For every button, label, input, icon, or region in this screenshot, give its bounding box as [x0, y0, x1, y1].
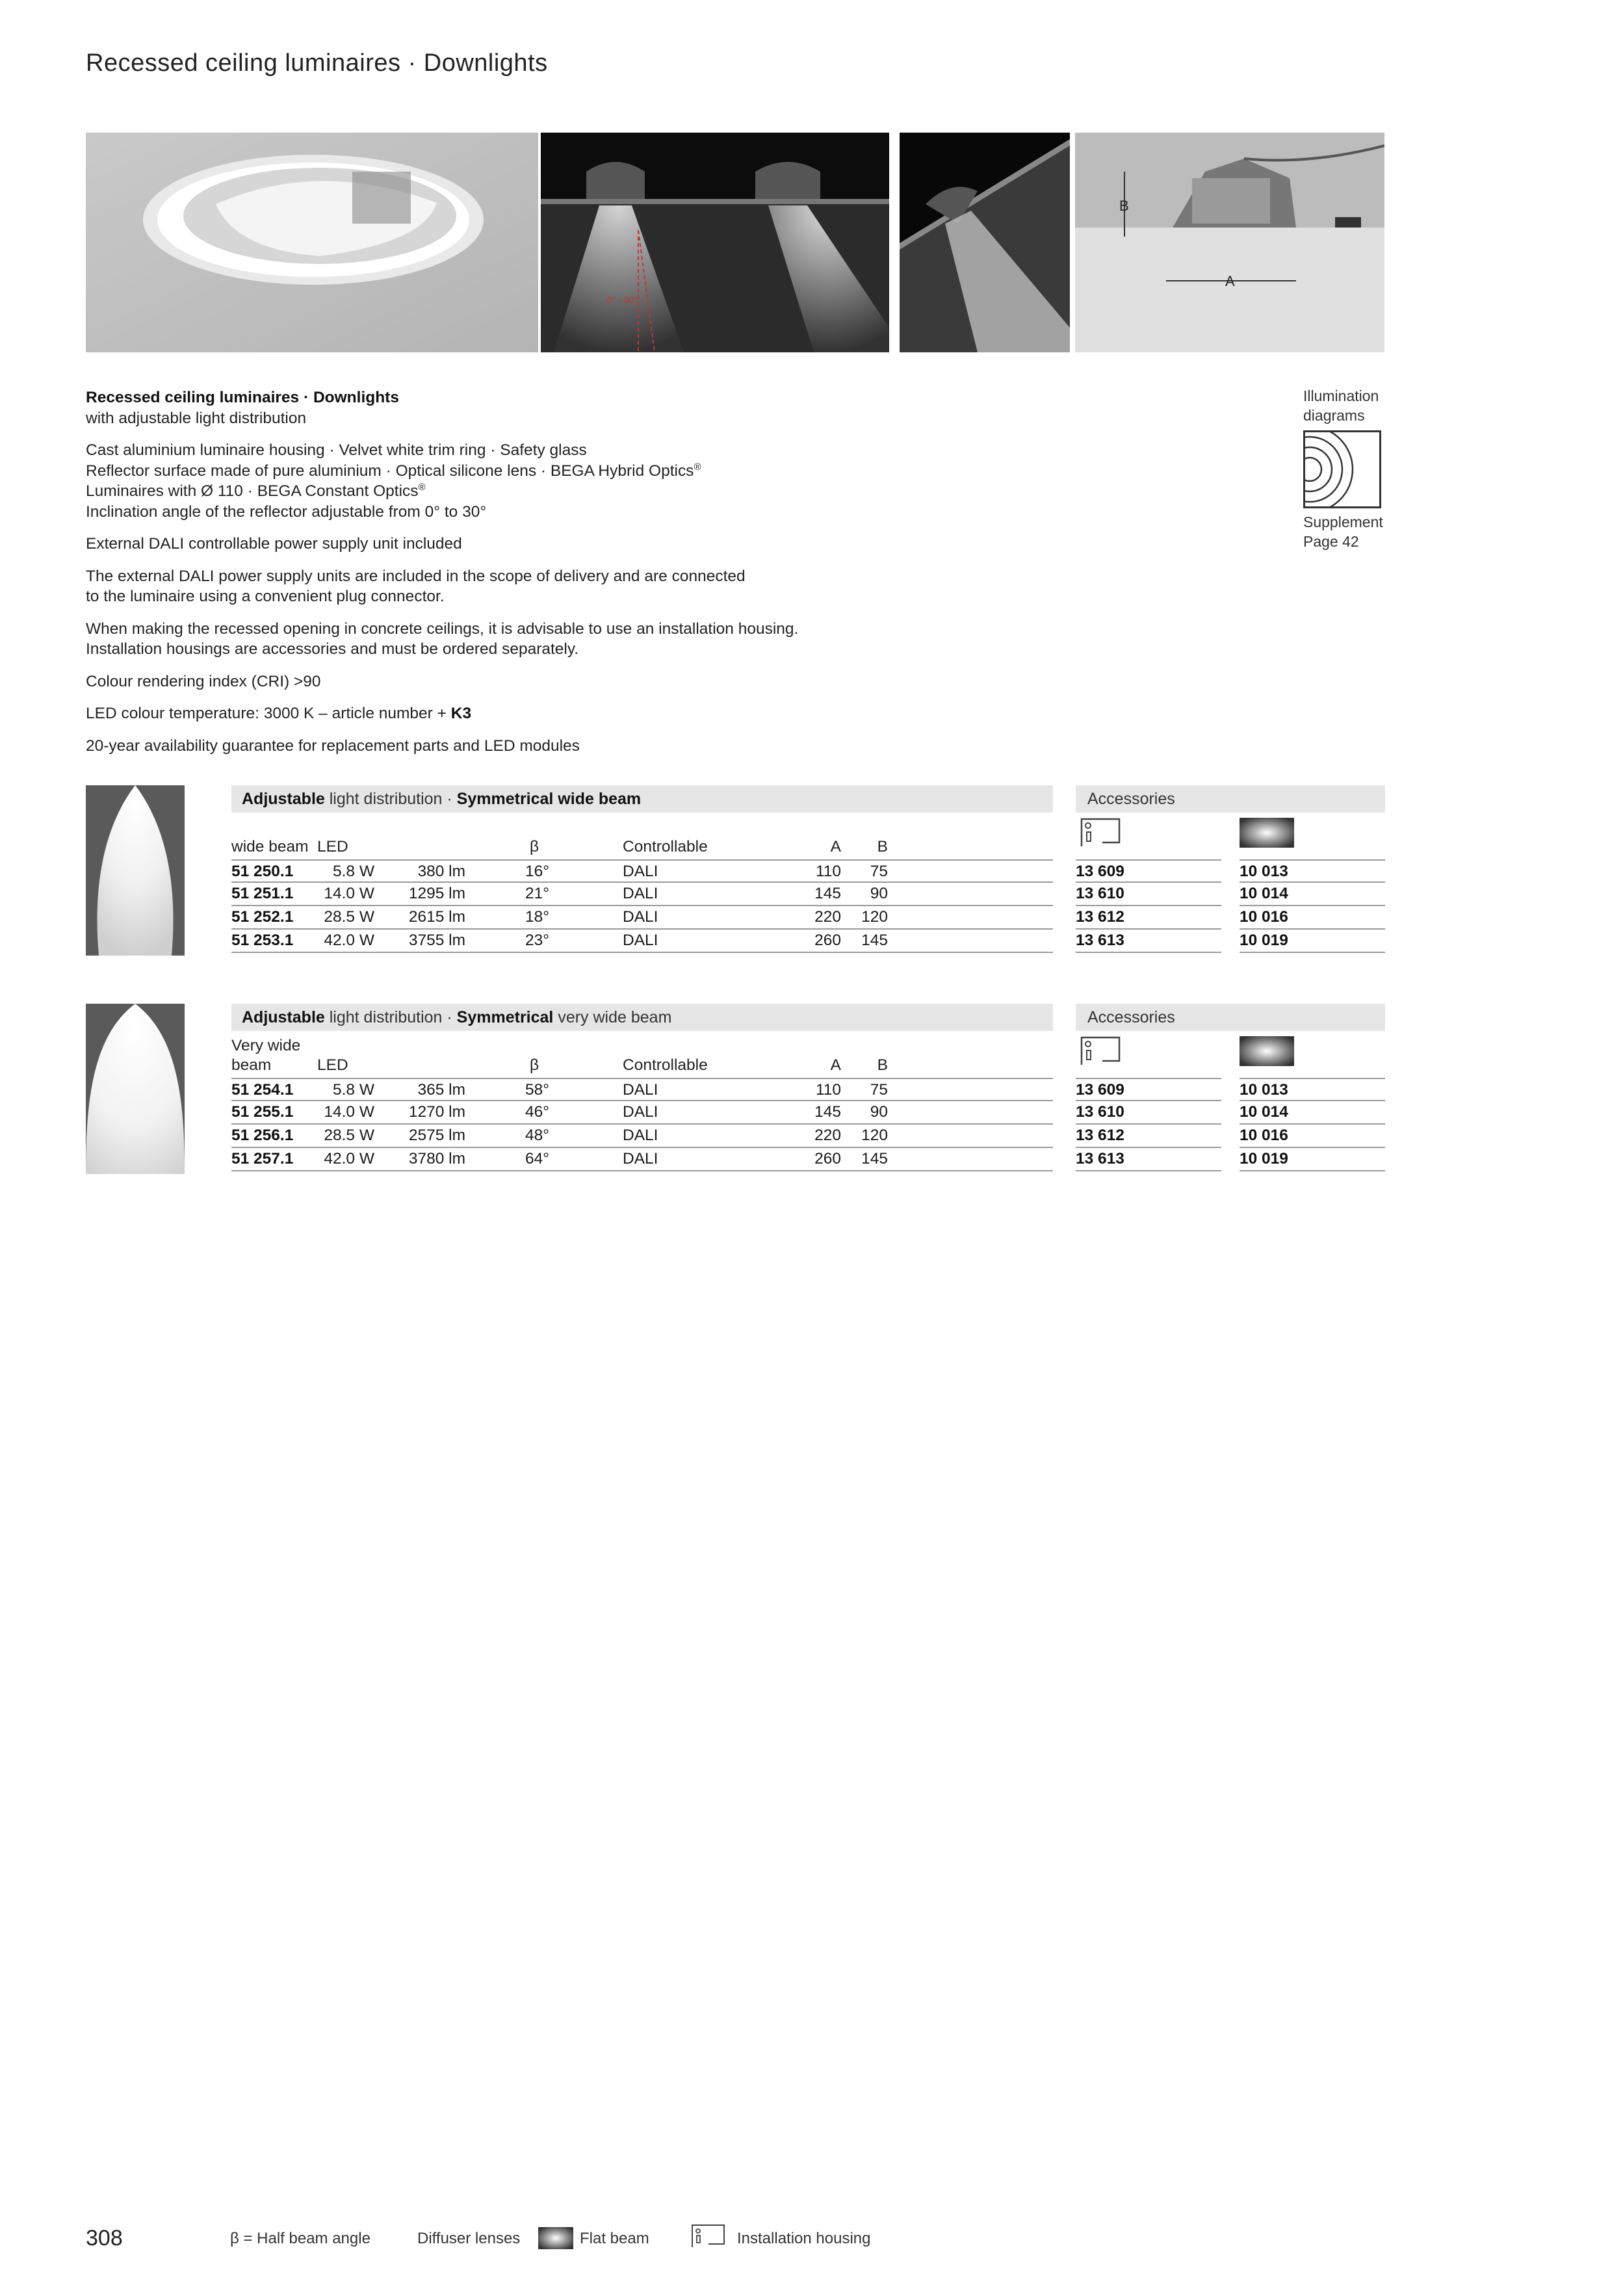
- product-photo-trim: [86, 133, 538, 352]
- control-type: DALI: [623, 863, 658, 880]
- accessory-housing-article: 13 613: [1076, 1148, 1221, 1171]
- luminous-flux: 2615 lm: [408, 908, 465, 926]
- installation-housing-icon: [1079, 1035, 1124, 1067]
- table-header-wide-beam: [231, 785, 1053, 813]
- power: 5.8 W: [333, 1081, 374, 1099]
- col-header-controllable: Controllable: [623, 1056, 708, 1074]
- col-header-led: LED: [317, 838, 348, 855]
- installation-housing-icon: [1079, 816, 1124, 849]
- colour-temp-code: K3: [450, 705, 472, 722]
- beam-angle: 46°: [525, 1103, 550, 1121]
- page-number: 308: [86, 2226, 123, 2250]
- page-title: Recessed ceiling luminaires · Downlights: [86, 49, 548, 77]
- col-header-a: A: [830, 1056, 841, 1074]
- control-type: DALI: [623, 932, 658, 949]
- table-title-bold: Adjustable: [242, 790, 325, 808]
- illumination-label: Illumination: [1303, 387, 1379, 404]
- colour-temp-note: LED colour temperature: 3000 K – article number +: [86, 705, 451, 722]
- table-title-bold: Symmetrical wide beam: [456, 790, 642, 808]
- table-header-very-wide-beam: [231, 1004, 1053, 1031]
- flat-beam-legend-icon: [538, 2227, 573, 2249]
- article-number: 51 251.1: [231, 885, 294, 902]
- power: 42.0 W: [324, 932, 374, 949]
- luminous-flux: 2575 lm: [408, 1127, 465, 1144]
- product-photo-beams: [541, 133, 889, 352]
- accessory-lens-article: 10 013: [1240, 859, 1385, 883]
- power: 42.0 W: [324, 1150, 374, 1168]
- table-row: [231, 1125, 1053, 1148]
- dimension-b-label: B: [1119, 198, 1129, 214]
- dimension-b: 90: [870, 1103, 888, 1121]
- angle-label: 0° - 30°: [607, 294, 638, 305]
- legend-installation-housing: Installation housing: [737, 2230, 871, 2247]
- legend-beta: β = Half beam angle: [230, 2230, 370, 2247]
- cri-note: Colour rendering index (CRI) >90: [86, 672, 321, 690]
- table-row: [231, 1078, 1053, 1101]
- flat-beam-lens-icon: [1240, 818, 1294, 848]
- article-number: 51 252.1: [231, 908, 294, 926]
- table-row: [231, 883, 1053, 906]
- dimension-a: 145: [814, 885, 841, 902]
- table-row: [231, 1148, 1053, 1171]
- wide-beam-image: [86, 785, 185, 956]
- accessory-lens-article: 10 019: [1240, 930, 1385, 953]
- accessory-housing-article: 13 612: [1076, 1125, 1221, 1148]
- luminous-flux: 1295 lm: [408, 885, 465, 902]
- dimension-drawing: [1075, 133, 1384, 352]
- dimension-b: 75: [870, 1081, 888, 1099]
- very-wide-beam-image: [86, 1004, 185, 1174]
- luminous-flux: 380 lm: [417, 863, 465, 880]
- accessory-lens-article: 10 016: [1240, 906, 1385, 930]
- table-title-text: light distribution ·: [324, 1008, 457, 1026]
- accessory-housing-article: 13 609: [1076, 1078, 1221, 1101]
- col-header-type: beam: [231, 1056, 272, 1074]
- table-title-text: very wide beam: [553, 1008, 672, 1026]
- delivery-note: to the luminaire using a convenient plug connector.: [86, 588, 445, 605]
- dimension-a: 110: [815, 863, 841, 880]
- control-type: DALI: [623, 1081, 658, 1099]
- legend-flat-beam: Flat beam: [580, 2230, 649, 2247]
- registered-mark: ®: [694, 461, 701, 473]
- luminous-flux: 3780 lm: [408, 1150, 465, 1168]
- dimension-b: 145: [861, 932, 888, 949]
- dimension-b: 90: [870, 885, 888, 902]
- beam-angle: 48°: [525, 1127, 550, 1144]
- illumination-diagrams-label: [1303, 386, 1379, 425]
- control-type: DALI: [623, 1103, 658, 1121]
- dimension-a: 260: [814, 932, 841, 949]
- power: 28.5 W: [324, 908, 374, 926]
- guarantee-note: 20-year availability guarantee for replacement parts and LED modules: [86, 737, 580, 755]
- dali-note: External DALI controllable power supply unit included: [86, 535, 462, 553]
- dimension-b: 120: [861, 1127, 888, 1144]
- luminous-flux: 365 lm: [417, 1081, 465, 1099]
- beam-angle: 16°: [525, 863, 550, 880]
- accessories-header: Accessories: [1076, 785, 1385, 813]
- article-number: 51 256.1: [231, 1127, 294, 1144]
- control-type: DALI: [623, 1127, 658, 1144]
- accessory-housing-article: 13 612: [1076, 906, 1221, 930]
- installation-note: When making the recessed opening in concrete ceilings, it is advisable to use an installation housing.: [86, 620, 799, 638]
- legend-diffuser: Diffuser lenses: [417, 2230, 521, 2247]
- article-number: 51 257.1: [231, 1150, 294, 1168]
- accessory-lens-article: 10 019: [1240, 1148, 1385, 1171]
- feature-optics: Luminaires with Ø 110 · BEGA Constant Optics: [86, 482, 419, 500]
- dimension-a-label: A: [1225, 273, 1235, 289]
- accessory-housing-article: 13 613: [1076, 930, 1221, 953]
- feature-housing: Cast aluminium luminaire housing · Velvet white trim ring · Safety glass: [86, 441, 587, 459]
- beam-angle: 18°: [525, 908, 550, 926]
- dimension-a: 260: [814, 1150, 841, 1168]
- accessory-housing-article: 13 609: [1076, 859, 1221, 883]
- supplement-label: Supplement: [1303, 514, 1383, 530]
- table-row: [231, 906, 1053, 930]
- dimension-a: 220: [814, 908, 841, 926]
- supplement-page: Page 42: [1303, 533, 1359, 550]
- registered-mark: ®: [418, 482, 426, 493]
- beam-angle: 23°: [525, 932, 550, 949]
- col-header-led: LED: [317, 1056, 348, 1074]
- power: 28.5 W: [324, 1127, 374, 1144]
- power: 14.0 W: [324, 885, 374, 902]
- installation-housing-legend-icon: [690, 2223, 727, 2249]
- col-header-beta: β: [530, 1056, 539, 1074]
- control-type: DALI: [623, 885, 658, 902]
- dimension-b: 120: [861, 908, 888, 926]
- article-number: 51 254.1: [231, 1081, 294, 1099]
- article-number: 51 250.1: [231, 863, 294, 880]
- accessory-housing-article: 13 610: [1076, 883, 1221, 906]
- power: 5.8 W: [333, 863, 374, 880]
- col-header-type-line1: Very wide: [231, 1037, 301, 1054]
- description-subheading: with adjustable light distribution: [86, 409, 307, 427]
- illumination-diagram-icon[interactable]: [1303, 430, 1381, 508]
- accessory-lens-article: 10 014: [1240, 1101, 1385, 1125]
- article-number: 51 255.1: [231, 1103, 294, 1121]
- beam-angle: 58°: [525, 1081, 550, 1099]
- table-title-text: light distribution ·: [324, 790, 457, 808]
- dimension-a: 145: [814, 1103, 841, 1121]
- beam-angle: 21°: [525, 885, 550, 902]
- col-header-b: B: [877, 838, 888, 855]
- luminous-flux: 1270 lm: [408, 1103, 465, 1121]
- col-header-beta: β: [530, 838, 539, 855]
- control-type: DALI: [623, 1150, 658, 1168]
- accessory-lens-article: 10 014: [1240, 883, 1385, 906]
- dimension-a: 220: [814, 1127, 841, 1144]
- product-photo-tilted: [900, 133, 1070, 352]
- power: 14.0 W: [324, 1103, 374, 1121]
- accessory-housing-article: 13 610: [1076, 1101, 1221, 1125]
- article-number: 51 253.1: [231, 932, 294, 949]
- illumination-label: diagrams: [1303, 407, 1365, 424]
- table-title-bold: Symmetrical: [456, 1008, 554, 1026]
- feature-reflector: Reflector surface made of pure aluminium · Optical silicone lens · BEGA Hybrid Optics: [86, 462, 694, 480]
- control-type: DALI: [623, 908, 658, 926]
- luminous-flux: 3755 lm: [408, 932, 465, 949]
- accessory-lens-article: 10 013: [1240, 1078, 1385, 1101]
- col-header-controllable: Controllable: [623, 838, 708, 855]
- beam-angle: 64°: [525, 1150, 550, 1168]
- accessory-lens-article: 10 016: [1240, 1125, 1385, 1148]
- product-description: [86, 387, 1061, 768]
- dimension-b: 145: [861, 1150, 888, 1168]
- dimension-b: 75: [870, 863, 888, 880]
- accessories-header: Accessories: [1076, 1004, 1385, 1031]
- col-header-b: B: [877, 1056, 888, 1074]
- dimension-a: 110: [815, 1081, 841, 1099]
- col-header-type: wide beam: [231, 838, 309, 855]
- description-heading: Recessed ceiling luminaires · Downlights: [86, 389, 399, 406]
- feature-inclination: Inclination angle of the reflector adjustable from 0° to 30°: [86, 502, 487, 521]
- col-header-a: A: [830, 838, 841, 855]
- supplement-reference: [1303, 512, 1383, 551]
- table-title-bold: Adjustable: [242, 1008, 325, 1026]
- table-row: [231, 1101, 1053, 1125]
- delivery-note: The external DALI power supply units are included in the scope of delivery and are connected: [86, 567, 746, 585]
- table-row: [231, 930, 1053, 953]
- installation-note: Installation housings are accessories and must be ordered separately.: [86, 640, 579, 658]
- table-row: [231, 859, 1053, 883]
- flat-beam-lens-icon: [1240, 1036, 1294, 1066]
